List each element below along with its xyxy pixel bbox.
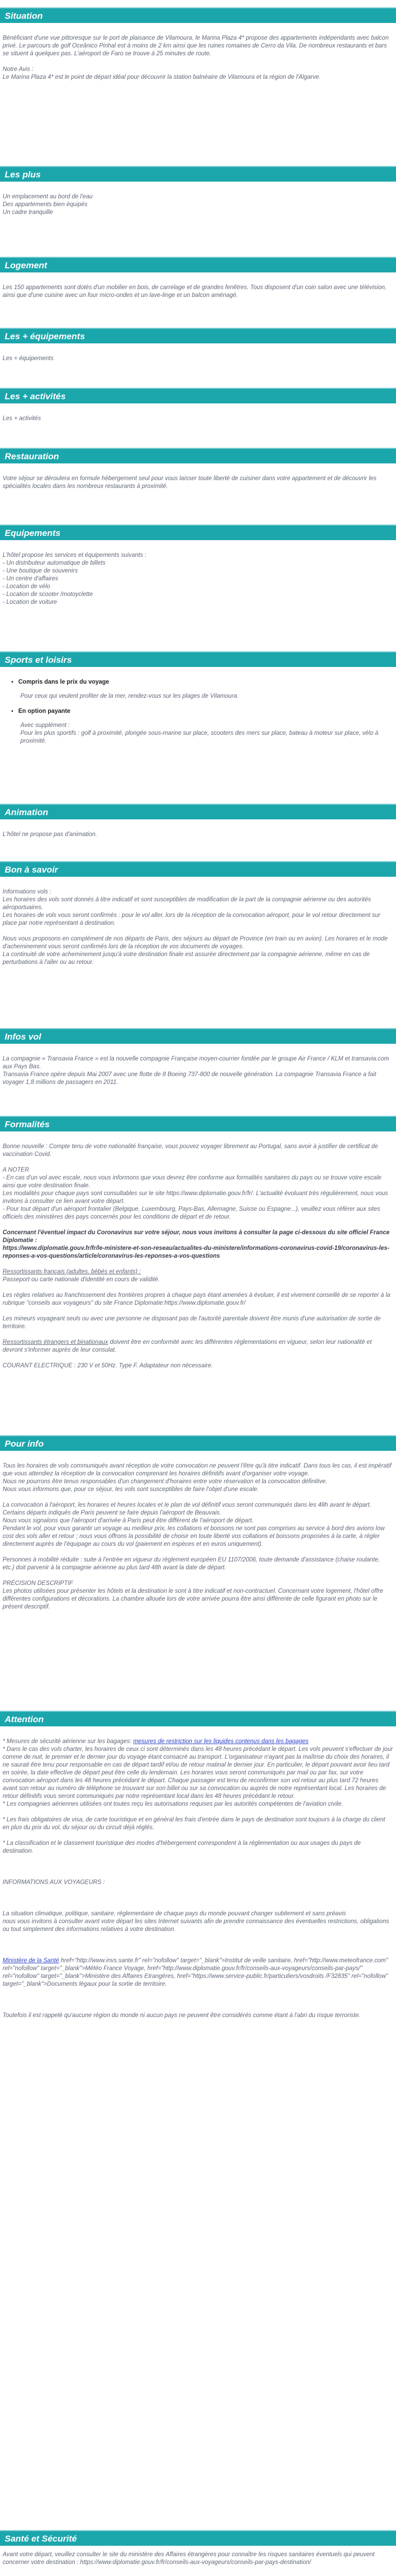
text-run: INFORMATIONS AUX VOYAGEURS :: [3, 1879, 105, 1886]
text-run: Les + équipements: [3, 355, 54, 362]
paragraph: [3, 591, 393, 599]
blank-line: [3, 1284, 393, 1292]
blank-line: [3, 1894, 393, 1902]
section-body: [0, 1143, 396, 1370]
text-run: Toutefois il est rappelé qu'aucune région du monde ni aucun pays ne peuvent être considérés comme étant à l'abri du risque terroriste.: [3, 2012, 360, 2019]
blank-line: [3, 1159, 393, 1166]
blank-line: [3, 1863, 393, 1871]
section-title: Les plus: [0, 166, 396, 182]
text-run: Avant votre départ, veuillez consulter le site du ministère des Affaires étrangères pour connaître les risques sanitaires éventuels qui peuvent concerner votre destination : https://www.diplomatie.gouv.fr/fr/conseils-aux-voyageurs/conseils-par-pays-destination/: [3, 2551, 375, 2566]
section-body: [0, 34, 396, 81]
text-run: Les horaires des vols sont donnés à titre indicatif et sont susceptibles de modification de la part de la compagnie aérienne ou des autorités aéroportuaires.: [3, 897, 371, 911]
paragraph: [3, 583, 393, 591]
link[interactable]: mesures de restriction sur les liquides contenus dans les bagages: [133, 1738, 309, 1745]
text-run: Ressortissants étrangers et binationaux: [3, 1339, 108, 1345]
text-run: Le Marina Plaza 4* est le point de départ idéal pour découvrir la station balnéaire de Vilamoura et la région de l'Algarve.: [3, 74, 321, 80]
text-run: Les horaires de vols vous seront confirmés : pour le vol aller, lors de la réception de la convocation aéroport, pour le vol retour directement sur place par notre représentant à destination.: [3, 912, 380, 926]
bullet-item: [18, 708, 393, 745]
bullet-list: [18, 678, 393, 745]
paragraph: [3, 201, 393, 209]
paragraph: [3, 2551, 393, 2567]
text-run: Les + activités: [3, 415, 41, 422]
paragraph: [3, 1918, 393, 1934]
section-equipements: [0, 524, 396, 651]
paragraph: [3, 1957, 393, 1988]
paragraph: [3, 1190, 393, 1206]
bullet-line: Avec supplément :: [20, 722, 70, 729]
text-run: Votre séjour se déroulera en formule hébergement seul pour vous laisser toute liberté de cuisiner dans votre appartement et de découvrir les spécialités locales dans les nombreux restaurants à proximité.: [3, 475, 377, 490]
paragraph: [3, 1879, 393, 1887]
section-body: [0, 1738, 396, 2020]
section-body: [0, 355, 396, 363]
section-body: [0, 678, 396, 745]
section-title: Sports et loisirs: [0, 651, 396, 667]
blank-line: [3, 1494, 393, 1501]
text-run: Nous ne pourrons être tenus responsables d'un changement d'horaires entre votre réservation et la convocation définitive.: [3, 1478, 328, 1485]
text-run: Bonne nouvelle : Compte tenu de votre nationalité française, vous pouvez voyager librement au Portugal, sans avoir à justifier de certificat de vaccination Covid.: [3, 1143, 378, 1158]
text-run: Concernant l'éventuel impact du Coronavirus sur votre séjour, nous vous invitons à consulter la page ci-dessous du site officiel France Diplomatie :: [3, 1230, 390, 1244]
text-run: Les 150 appartements sont dotés d'un mobilier en bois, de carrelage et de grandes fenêtres. Tous disposent d'un coin salon avec une télévision, ainsi que d'une cuisine avec un four micro-ondes et un lave-linge et un balcon aménagé.: [3, 284, 387, 299]
section-title: Attention: [0, 1711, 396, 1726]
paragraph: [3, 1071, 393, 1087]
section-logement: [0, 257, 396, 328]
section-situation: [0, 7, 396, 166]
text-run: * Mesures de sécurité aérienne sur les bagages:: [3, 1738, 133, 1745]
section-title: Equipements: [0, 524, 396, 540]
text-run: Certains départs indiqués de Paris peuvent se faire depuis l'aéroport de Beauvais.: [3, 1510, 222, 1516]
section-body: [0, 415, 396, 423]
section-title: Santé et Sécurité: [0, 2530, 396, 2546]
text-run: Notre Avis :: [3, 66, 33, 73]
paragraph: [3, 66, 393, 74]
section-title: Les + équipements: [0, 328, 396, 343]
text-run: * Dans le cas des vols charter, les horaires de ceux ci sont déterminés dans les 48 heures précédant le départ. Les vols peuvent s'effectuer de jour comme de nuit, le premier et le dernier jour du voyage étant consacré au transport. L'organisateur n'ayant pas la maîtrise du choix des horaires, il ne saurait être tenu pour responsable en cas de départ tardif et/ou de retour matinal le dernier jour. En particulier, le départ pouvant avoir lieu tard en soirée, la date effective de départ peut être celle du lendemain. Les horaires vous seront communiqués par mail ou par fax, sur votre convocation aéroport dans les 48 heures précédant le départ. Chaque passager est tenu de reconfirmer son vol retour au plus tard 72 heures avant son retour au numéro de téléphone se trouvant sur son billet ou sur sa convocation ou auprès de notre représentant local. Les horaires de retour définitifs vous seront communiqués par notre représentant local dans les 48 heures précédant le retour.: [3, 1746, 393, 1799]
blank-line: [3, 1941, 393, 1949]
text-run: Pendant le vol, pour vous garantir un voyage au meilleur prix, les collations et boissons ne sont pas comprises au service à bord des avions low cost des vols aller et retour ; nous vous offrons la possibilité de choisir en toute liberté vos collations et boissons proposées à la carte, à régler directement auprès de l'équipage au cours du vol (paiement en espèces et en euros uniquement).: [3, 1525, 385, 1547]
bullet-line: Pour les plus sportifs : golf à proximité, plongée sous-marine sur place, scooters des mers sur place, bateau à moteur sur place, vélo à proximité.: [20, 730, 379, 744]
section-title: Infos vol: [0, 1028, 396, 1044]
text-run: - Location de scooter /motoyclette: [3, 591, 93, 598]
paragraph: [3, 951, 393, 967]
section-body: [0, 193, 396, 217]
section-title: Bon à savoir: [0, 861, 396, 877]
blank-line: [3, 1548, 393, 1556]
section-body: [0, 552, 396, 606]
text-run: * Les compagnies aériennes utilisées ont toutes reçu les autorisations requises par les autorités compétentes de l'aviation civile.: [3, 1801, 343, 1807]
paragraph: [3, 1738, 393, 1746]
paragraph: [3, 1588, 393, 1611]
blank-line: [3, 1871, 393, 1879]
paragraph: [3, 1800, 393, 1808]
paragraph: [3, 896, 393, 912]
paragraph: [3, 475, 393, 491]
section-title: Situation: [0, 7, 396, 23]
paragraph: [3, 599, 393, 606]
text-run: PRÉCISION DESCRIPTIF: [3, 1580, 73, 1587]
text-run: La compagnie « Transavia France » est la nouvelle compagnie Française moyen-courrier fondée par le groupe Air France / KLM et transavia.com aux Pays Bas.: [3, 1056, 389, 1070]
blank-line: [3, 1307, 393, 1315]
paragraph: [3, 567, 393, 575]
blank-line: [3, 1996, 393, 2004]
paragraph: [3, 355, 393, 363]
section-body: [0, 1462, 396, 1611]
section-title: Restauration: [0, 448, 396, 463]
section-title: Les + activités: [0, 388, 396, 403]
blank-line: [3, 1887, 393, 1894]
blank-line: [3, 2004, 393, 2012]
bullet-item: [18, 678, 393, 700]
paragraph: [3, 831, 393, 839]
section-title: Pour info: [0, 1435, 396, 1451]
paragraph: [3, 1143, 393, 1159]
paragraph: [3, 1816, 393, 1832]
paragraph: [3, 209, 393, 217]
section-les-plus: [0, 166, 396, 257]
text-run: Les modalités pour chaque pays sont consultables sur le site https://www.diplomatie.gouv.fr/fr/. L'actualité évoluant très régulièrement, nous vous invitons à consulter ce lien avant votre départ.: [3, 1190, 388, 1204]
text-run: Ressortissants français (adultes, bébés et enfants) :: [3, 1269, 141, 1275]
paragraph: [3, 415, 393, 423]
blank-line: [3, 927, 393, 935]
paragraph: [3, 1556, 393, 1572]
link[interactable]: Ministère de la Santé: [3, 1958, 60, 1964]
paragraph: [3, 193, 393, 201]
paragraph: [3, 1166, 393, 1174]
paragraph: [3, 552, 393, 559]
text-run: Tous les horaires de vols communiqués avant réception de votre convocation ne peuvent l'être qu'à titre indicatif. Dans tous les cas, il est impératif que vous attendiez la réception de la convocation comprenant les horaires définitifs avant d'organiser votre voyage.: [3, 1463, 392, 1477]
blank-line: [3, 1934, 393, 1941]
section-bon-a-savoir: [0, 861, 396, 1028]
blank-line: [3, 1260, 393, 1268]
blank-line: [3, 1855, 393, 1863]
paragraph: [3, 1339, 393, 1354]
text-run: La convocation à l'aéroport, les horaires et heures locales et le plan de vol définitif vous seront communiqués dans les 48h avant le départ.: [3, 1502, 371, 1508]
text-run: Transavia France opère depuis Mai 2007 avec une flotte de 8 Boeing 737-800 de nouvelle génération. La compagnie Transavia France a fait voyager 1,8 millions de passagers en 2011.: [3, 1071, 376, 1086]
section-sports: [0, 651, 396, 804]
section-title: Formalités: [0, 1116, 396, 1131]
paragraph: [3, 1910, 393, 1918]
blank-line: [3, 1354, 393, 1362]
blank-line: [3, 1221, 393, 1229]
blank-line: [3, 1949, 393, 1957]
paragraph: [3, 1580, 393, 1588]
text-run: doivent être en conformité avec les différentes réglementations en vigueur, selon leur nationalité et devront s'informer auprès de leur consulat.: [3, 1339, 372, 1353]
text-run: Informations vols :: [3, 889, 52, 895]
paragraph: [3, 2012, 393, 2020]
section-body: [0, 475, 396, 491]
paragraph: [3, 1229, 393, 1245]
text-run: - Un centre d'affaires: [3, 576, 59, 582]
text-run: nous vous invitons à consulter avant votre départ les sites Internet suivants afin de prendre connaissance des éventuelles restrictions, obligations ou tout simplement des informations relatives à votre destination.: [3, 1918, 389, 1933]
paragraph: [3, 1509, 393, 1517]
paragraph: [3, 34, 393, 58]
section-pour-info: [0, 1435, 396, 1711]
text-run: Nous vous informons que, pour ce séjour, les vols sont susceptibles de faire l'objet d'une escale.: [3, 1486, 259, 1493]
text-run: Les règles relatives au franchissement des frontières propres à chaque pays étant amenées à évoluer, il est vivement conseillé de se reporter à la rubrique "conseils aux voyageurs" du site France Diplomatie:https://www.diplomatie.gouv.fr/: [3, 1292, 391, 1306]
blank-line: [3, 1808, 393, 1816]
text-run: Des appartements bien équipés: [3, 201, 88, 208]
blank-line: [3, 1331, 393, 1339]
paragraph: [3, 1276, 393, 1284]
paragraph: [3, 1746, 393, 1800]
paragraph: [3, 888, 393, 896]
text-run: - Une boutique de souvenirs: [3, 568, 78, 574]
paragraph: [3, 1840, 393, 1855]
paragraph: [3, 935, 393, 951]
text-run: La continuité de votre acheminement jusqu'à votre destination finale est assurée directement par la compagnie aérienne, même en cas de perturbations à l'aller ou au retour.: [3, 951, 370, 965]
paragraph: [3, 1174, 393, 1190]
bullet-text: [18, 722, 393, 745]
text-run: https://www.diplomatie.gouv.fr/fr/le-ministere-et-son-reseau/actualites-du-ministere/informations-coronavirus-covid-19/coronavirus-les-reponses-a-vos-questions/article/coronavirus-les-reponses-a-vos-questions: [3, 1245, 390, 1259]
text-run: Nous vous signalons que l'aéroport d'arrivée à Paris peut être différent de l'aéroport de départ.: [3, 1518, 254, 1524]
paragraph: [3, 1525, 393, 1548]
text-run: href="http://www.invs.sante.fr" rel="nofollow" target="_blank">Institut de veille sanitaire, href="http://www.meteofrance.com" rel="nofollow" target="_blank">Météo France Voyage, href="http://www.diplomatie.gouv.fr/fr/conseils-aux-voyageurs/conseils-par-pays/" rel="nofollow" target="_blank">Ministère des Affaires Etrangères, href="https://www.service-public.fr/particuliers/vosdroits /F32835" rel="nofollow" target="_blank">Documents légaux pour la sortie de territoire.: [3, 1958, 388, 1987]
section-restauration: [0, 448, 396, 524]
paragraph: [3, 284, 393, 300]
section-sante: [0, 2530, 396, 2576]
blank-line: [3, 1832, 393, 1840]
section-attention: [0, 1711, 396, 2530]
section-body: [0, 2551, 396, 2567]
section-body: [0, 1055, 396, 1087]
text-run: Bénéficiant d'une vue pittoresque sur le port de plaisance de Vilamoura, le Marina Plaza 4* propose des appartements indépendants avec balcon privé. Le parcours de golf Oceânico Pinhal est à moins de 2 km ainsi que les ruines romaines de Cerro da Vila. De nombreux restaurants et bars se situent à quelques pas. L'aéroport de Faro se trouve à 25 minutes de route.: [3, 35, 389, 57]
paragraph: [3, 1517, 393, 1525]
text-run: - Un distributeur automatique de billets: [3, 560, 106, 566]
text-run: Nous vous proposons en complément de nos départs de Paris, des séjours au départ de Province (en train ou en avion). Les horaires et le mode d'acheminement vous seront confirmés lors de la réception de vos documents de voyages.: [3, 936, 388, 950]
bullet-label: • En option payante: [18, 708, 71, 714]
section-animation: [0, 804, 396, 861]
text-run: Personnes à mobilité réduite : suite à l'entrée en vigueur du règlement européen EU 1107/2006, toute demande d'assistance (chaise roulante, etc.) doit parvenir à la compagnie aérienne au plus tard 48h avant la date de départ.: [3, 1557, 380, 1571]
blank-line: [3, 1988, 393, 1996]
paragraph: [3, 912, 393, 927]
section-activites-plus: [0, 388, 396, 448]
section-body: [0, 284, 396, 300]
paragraph: [3, 1268, 393, 1276]
section-equipements-plus: [0, 328, 396, 388]
paragraph: [3, 1055, 393, 1071]
paragraph: [3, 1292, 393, 1307]
blank-line: [3, 1572, 393, 1580]
section-body: [0, 831, 396, 839]
section-infos-vol: [0, 1028, 396, 1116]
paragraph: [3, 1462, 393, 1478]
text-run: COURANT ELECTRIQUE : 230 V et 50Hz. Type F. Adaptateur non nécessaire.: [3, 1363, 213, 1369]
text-run: * Les frais obligatoires de visa, de carte touristique et en général les frais d'entrée dans le pays de destination sont toujours à la charge du client en plus du prix du vol, du séjour ou du circuit déjà réglés.: [3, 1817, 386, 1831]
text-run: Un cadre tranquille: [3, 209, 53, 216]
paragraph: [3, 559, 393, 567]
text-run: L'hôtel propose les services et équipements suivants :: [3, 552, 147, 558]
text-run: A NOTER: [3, 1167, 29, 1173]
paragraph: [3, 1362, 393, 1370]
paragraph: [3, 1315, 393, 1331]
section-body: [0, 888, 396, 967]
section-title: Animation: [0, 804, 396, 819]
text-run: - Pour tout départ d'un aéroport frontalier (Belgique, Luxembourg, Pays-Bas, Allemagne, Suisse ou Espagne...), veuillez vous référer aux sites officiels des ministères des pays concernés pour les conditions de départ et de retour.: [3, 1206, 380, 1220]
text-run: - Location de voiture: [3, 599, 57, 605]
text-run: L'hôtel ne propose pas d'animation.: [3, 831, 97, 838]
paragraph: [3, 1486, 393, 1494]
paragraph: [3, 1206, 393, 1221]
section-formalites: [0, 1116, 396, 1435]
bullet-label: • Compris dans le prix du voyage: [18, 679, 109, 685]
paragraph: [3, 1245, 393, 1260]
blank-line: [3, 1902, 393, 1910]
text-run: Les photos utilisées pour présenter les hôtels et la destination le sont à titre indicatif et non-contractuel. Concernant votre logement, l'hôtel offre différentes configurations et décorations. La chambre allouée lors de votre arrivée pourra être ainsi différente de celle figurant en photo sur le présent descriptif.: [3, 1588, 383, 1610]
paragraph: [3, 74, 393, 81]
text-run: La situation climatique, politique, sanitaire, réglementaire de chaque pays du monde pouvant changer subitement et sans préavis: [3, 1911, 346, 1917]
paragraph: [3, 1501, 393, 1509]
bullet-line: Pour ceux qui veulent profiter de la mer, rendez-vous sur les plages de Vilamoura.: [20, 693, 239, 699]
bullet-text: [18, 693, 393, 700]
text-run: Un emplacement au bord de l'eau: [3, 194, 93, 200]
paragraph: [3, 1478, 393, 1486]
blank-line: [3, 58, 393, 66]
section-title: Logement: [0, 257, 396, 272]
text-run: - En cas d'un vol avec escale, nous vous informons que vous devrez être conforme aux formalités sanitaires du pays ou se trouve votre escale ainsi que votre destination finale.: [3, 1175, 382, 1189]
text-run: * La classification et le classement touristique des modes d'hébergement correspondent à la réglementation ou aux usages du pays de destination.: [3, 1840, 361, 1854]
text-run: - Location de vélo: [3, 583, 50, 590]
text-run: Passeport ou carte nationale d'identité en cours de validité.: [3, 1277, 160, 1283]
text-run: Les mineurs voyageant seuls ou avec une personne ne disposant pas de l'autorité parentale doivent être munis d'une autorisation de sortie de territoire.: [3, 1316, 381, 1330]
paragraph: [3, 575, 393, 583]
